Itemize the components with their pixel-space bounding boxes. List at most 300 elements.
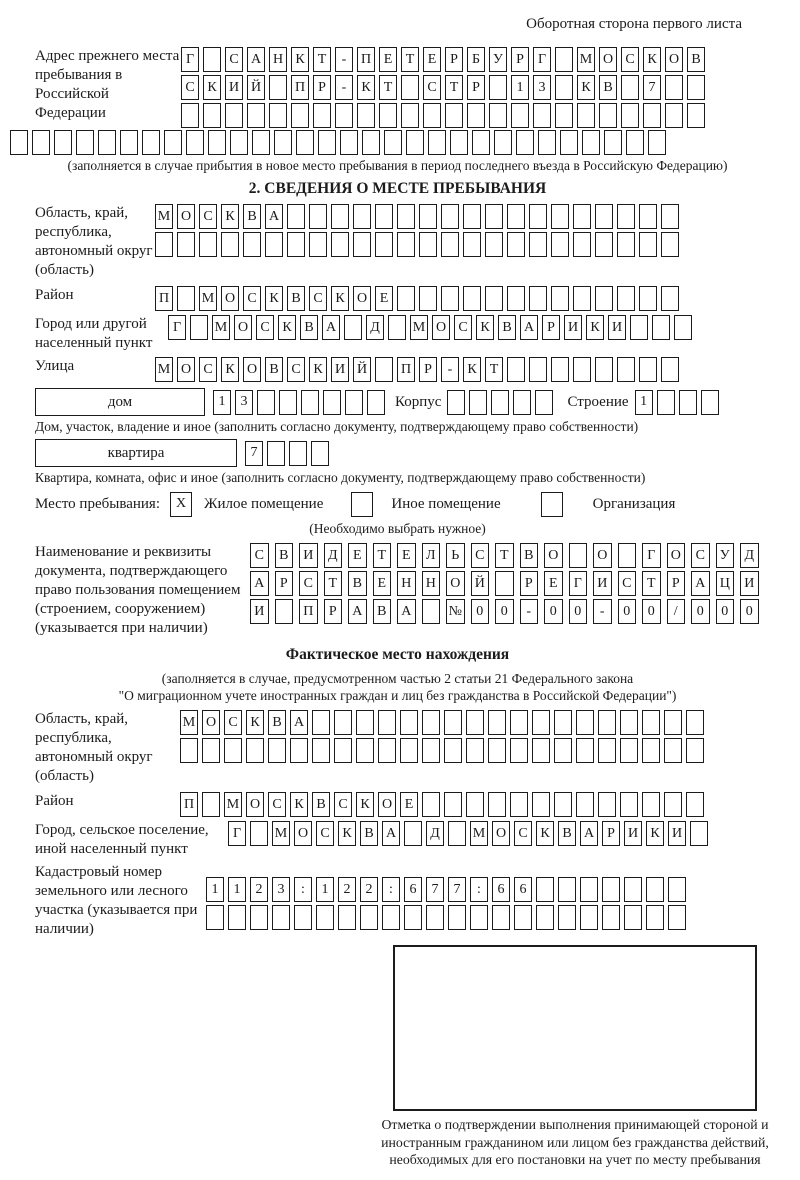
char-box[interactable] bbox=[422, 738, 440, 763]
char-box[interactable] bbox=[388, 315, 406, 340]
char-box[interactable]: : bbox=[470, 877, 488, 902]
char-box[interactable] bbox=[441, 232, 459, 257]
char-box[interactable]: 0 bbox=[642, 599, 661, 624]
char-box[interactable]: Т bbox=[485, 357, 503, 382]
char-box[interactable] bbox=[507, 286, 525, 311]
char-box[interactable] bbox=[422, 710, 440, 735]
char-box[interactable] bbox=[334, 710, 352, 735]
char-box[interactable]: 1 bbox=[228, 877, 246, 902]
char-box[interactable]: К bbox=[463, 357, 481, 382]
char-box[interactable] bbox=[164, 130, 182, 155]
char-box[interactable] bbox=[470, 905, 488, 930]
char-box[interactable]: В bbox=[360, 821, 378, 846]
char-box[interactable] bbox=[618, 543, 637, 568]
char-box[interactable] bbox=[661, 286, 679, 311]
char-box[interactable] bbox=[186, 130, 204, 155]
char-box[interactable]: 2 bbox=[250, 877, 268, 902]
char-box[interactable] bbox=[488, 738, 506, 763]
char-box[interactable]: : bbox=[294, 877, 312, 902]
char-box[interactable] bbox=[595, 357, 613, 382]
char-box[interactable] bbox=[406, 130, 424, 155]
char-box[interactable]: Р bbox=[313, 75, 331, 100]
char-box[interactable] bbox=[419, 232, 437, 257]
char-box[interactable] bbox=[620, 792, 638, 817]
char-box[interactable] bbox=[422, 792, 440, 817]
char-box[interactable] bbox=[384, 130, 402, 155]
char-box[interactable]: Т bbox=[379, 75, 397, 100]
char-box[interactable]: С bbox=[250, 543, 269, 568]
char-box[interactable]: Л bbox=[422, 543, 441, 568]
char-box[interactable] bbox=[646, 877, 664, 902]
char-box[interactable] bbox=[228, 905, 246, 930]
char-box[interactable] bbox=[272, 905, 290, 930]
char-box[interactable] bbox=[661, 232, 679, 257]
char-box[interactable] bbox=[639, 204, 657, 229]
char-box[interactable]: 0 bbox=[691, 599, 710, 624]
char-box[interactable] bbox=[98, 130, 116, 155]
char-box[interactable] bbox=[577, 103, 595, 128]
char-box[interactable]: - bbox=[335, 75, 353, 100]
char-box[interactable] bbox=[422, 599, 441, 624]
char-box[interactable] bbox=[472, 130, 490, 155]
char-box[interactable]: С bbox=[691, 543, 710, 568]
char-box[interactable] bbox=[177, 286, 195, 311]
char-box[interactable]: 7 bbox=[448, 877, 466, 902]
char-box[interactable]: Г bbox=[181, 47, 199, 72]
char-box[interactable] bbox=[225, 103, 243, 128]
char-box[interactable]: И bbox=[564, 315, 582, 340]
char-box[interactable] bbox=[221, 232, 239, 257]
char-box[interactable]: С bbox=[225, 47, 243, 72]
char-box[interactable] bbox=[318, 130, 336, 155]
char-box[interactable]: 0 bbox=[716, 599, 735, 624]
char-box[interactable]: С bbox=[334, 792, 352, 817]
char-box[interactable]: О bbox=[177, 357, 195, 382]
char-box[interactable] bbox=[203, 47, 221, 72]
char-box[interactable]: В bbox=[373, 599, 392, 624]
char-box[interactable]: 0 bbox=[740, 599, 759, 624]
char-box[interactable]: К bbox=[331, 286, 349, 311]
char-box[interactable]: С bbox=[316, 821, 334, 846]
char-box[interactable] bbox=[595, 204, 613, 229]
char-box[interactable] bbox=[599, 103, 617, 128]
char-box[interactable]: К bbox=[221, 357, 239, 382]
char-box[interactable]: Р bbox=[445, 47, 463, 72]
char-box[interactable] bbox=[444, 792, 462, 817]
char-box[interactable]: - bbox=[593, 599, 612, 624]
char-box[interactable]: Т bbox=[313, 47, 331, 72]
char-box[interactable]: В bbox=[300, 315, 318, 340]
char-box[interactable] bbox=[489, 103, 507, 128]
char-box[interactable] bbox=[287, 204, 305, 229]
char-box[interactable] bbox=[428, 130, 446, 155]
char-box[interactable]: В bbox=[312, 792, 330, 817]
char-box[interactable]: Г bbox=[533, 47, 551, 72]
char-box[interactable] bbox=[595, 286, 613, 311]
char-box[interactable] bbox=[340, 130, 358, 155]
char-box[interactable] bbox=[397, 286, 415, 311]
char-box[interactable]: М bbox=[212, 315, 230, 340]
char-box[interactable] bbox=[224, 738, 242, 763]
char-box[interactable]: 7 bbox=[426, 877, 444, 902]
char-box[interactable] bbox=[202, 738, 220, 763]
char-box[interactable]: У bbox=[716, 543, 735, 568]
checkbox-organization[interactable] bbox=[541, 492, 563, 517]
char-box[interactable]: В bbox=[243, 204, 261, 229]
char-box[interactable] bbox=[495, 571, 514, 596]
char-box[interactable]: М bbox=[199, 286, 217, 311]
char-box[interactable]: В bbox=[599, 75, 617, 100]
char-box[interactable]: С bbox=[199, 204, 217, 229]
char-box[interactable]: А bbox=[397, 599, 416, 624]
char-box[interactable]: О bbox=[243, 357, 261, 382]
char-box[interactable] bbox=[180, 738, 198, 763]
char-box[interactable] bbox=[529, 232, 547, 257]
char-box[interactable]: О bbox=[234, 315, 252, 340]
char-box[interactable] bbox=[467, 103, 485, 128]
char-box[interactable] bbox=[507, 357, 525, 382]
char-box[interactable] bbox=[289, 441, 307, 466]
char-box[interactable] bbox=[401, 103, 419, 128]
char-box[interactable]: Е bbox=[544, 571, 563, 596]
char-box[interactable]: Т bbox=[495, 543, 514, 568]
char-box[interactable]: Н bbox=[397, 571, 416, 596]
char-box[interactable] bbox=[331, 232, 349, 257]
char-box[interactable] bbox=[177, 232, 195, 257]
char-box[interactable] bbox=[291, 103, 309, 128]
char-box[interactable]: Т bbox=[324, 571, 343, 596]
char-box[interactable] bbox=[450, 130, 468, 155]
char-box[interactable]: К bbox=[246, 710, 264, 735]
char-box[interactable] bbox=[630, 315, 648, 340]
char-box[interactable] bbox=[379, 103, 397, 128]
char-box[interactable]: М bbox=[577, 47, 595, 72]
char-box[interactable]: 6 bbox=[492, 877, 510, 902]
char-box[interactable] bbox=[485, 232, 503, 257]
char-box[interactable]: Р bbox=[275, 571, 294, 596]
char-box[interactable]: С bbox=[423, 75, 441, 100]
char-box[interactable] bbox=[357, 103, 375, 128]
char-box[interactable] bbox=[620, 710, 638, 735]
char-box[interactable] bbox=[491, 390, 509, 415]
char-box[interactable]: Й bbox=[471, 571, 490, 596]
char-box[interactable]: И bbox=[299, 543, 318, 568]
char-box[interactable]: О bbox=[665, 47, 683, 72]
char-box[interactable] bbox=[507, 204, 525, 229]
char-box[interactable]: Д bbox=[366, 315, 384, 340]
char-box[interactable] bbox=[573, 232, 591, 257]
char-box[interactable] bbox=[639, 232, 657, 257]
char-box[interactable] bbox=[466, 792, 484, 817]
char-box[interactable]: Й bbox=[247, 75, 265, 100]
char-box[interactable] bbox=[639, 286, 657, 311]
char-box[interactable] bbox=[489, 75, 507, 100]
char-box[interactable]: 0 bbox=[495, 599, 514, 624]
char-box[interactable] bbox=[444, 738, 462, 763]
char-box[interactable]: М bbox=[180, 710, 198, 735]
char-box[interactable] bbox=[250, 821, 268, 846]
char-box[interactable] bbox=[445, 103, 463, 128]
char-box[interactable] bbox=[514, 905, 532, 930]
char-box[interactable] bbox=[208, 130, 226, 155]
char-box[interactable] bbox=[573, 286, 591, 311]
char-box[interactable] bbox=[529, 357, 547, 382]
char-box[interactable]: П bbox=[299, 599, 318, 624]
char-box[interactable]: Г bbox=[642, 543, 661, 568]
char-box[interactable] bbox=[598, 792, 616, 817]
char-box[interactable]: С bbox=[514, 821, 532, 846]
char-box[interactable] bbox=[554, 792, 572, 817]
char-box[interactable] bbox=[602, 905, 620, 930]
char-box[interactable]: 3 bbox=[235, 390, 253, 415]
char-box[interactable]: Е bbox=[373, 571, 392, 596]
char-box[interactable] bbox=[243, 232, 261, 257]
char-box[interactable]: К bbox=[586, 315, 604, 340]
char-box[interactable]: В bbox=[558, 821, 576, 846]
char-box[interactable] bbox=[535, 390, 553, 415]
char-box[interactable] bbox=[463, 286, 481, 311]
char-box[interactable] bbox=[573, 204, 591, 229]
char-box[interactable] bbox=[510, 792, 528, 817]
char-box[interactable]: К bbox=[290, 792, 308, 817]
char-box[interactable] bbox=[488, 792, 506, 817]
char-box[interactable] bbox=[397, 232, 415, 257]
char-box[interactable]: В bbox=[275, 543, 294, 568]
char-box[interactable] bbox=[642, 710, 660, 735]
char-box[interactable] bbox=[686, 710, 704, 735]
char-box[interactable] bbox=[511, 103, 529, 128]
char-box[interactable]: К bbox=[278, 315, 296, 340]
char-box[interactable]: О bbox=[246, 792, 264, 817]
char-box[interactable]: В bbox=[265, 357, 283, 382]
char-box[interactable]: С bbox=[224, 710, 242, 735]
char-box[interactable]: А bbox=[382, 821, 400, 846]
char-box[interactable]: № bbox=[446, 599, 465, 624]
char-box[interactable]: М bbox=[410, 315, 428, 340]
char-box[interactable]: 0 bbox=[618, 599, 637, 624]
checkbox-other-premises[interactable] bbox=[351, 492, 373, 517]
char-box[interactable]: И bbox=[331, 357, 349, 382]
char-box[interactable]: К bbox=[646, 821, 664, 846]
char-box[interactable] bbox=[624, 877, 642, 902]
char-box[interactable]: О bbox=[221, 286, 239, 311]
char-box[interactable]: В bbox=[348, 571, 367, 596]
char-box[interactable] bbox=[463, 204, 481, 229]
char-box[interactable]: П bbox=[180, 792, 198, 817]
char-box[interactable] bbox=[338, 905, 356, 930]
char-box[interactable] bbox=[533, 103, 551, 128]
char-box[interactable] bbox=[120, 130, 138, 155]
char-box[interactable] bbox=[466, 710, 484, 735]
char-box[interactable] bbox=[626, 130, 644, 155]
char-box[interactable] bbox=[345, 390, 363, 415]
char-box[interactable]: / bbox=[667, 599, 686, 624]
char-box[interactable]: 6 bbox=[404, 877, 422, 902]
char-box[interactable]: Е bbox=[348, 543, 367, 568]
char-box[interactable] bbox=[617, 232, 635, 257]
char-box[interactable] bbox=[400, 738, 418, 763]
char-box[interactable] bbox=[516, 130, 534, 155]
char-box[interactable]: 3 bbox=[272, 877, 290, 902]
char-box[interactable]: В bbox=[687, 47, 705, 72]
char-box[interactable]: Р bbox=[667, 571, 686, 596]
char-box[interactable] bbox=[257, 390, 275, 415]
char-box[interactable] bbox=[617, 286, 635, 311]
char-box[interactable]: 1 bbox=[635, 390, 653, 415]
char-box[interactable] bbox=[269, 75, 287, 100]
char-box[interactable] bbox=[206, 905, 224, 930]
char-box[interactable]: Ц bbox=[716, 571, 735, 596]
char-box[interactable]: 0 bbox=[544, 599, 563, 624]
char-box[interactable]: О bbox=[492, 821, 510, 846]
char-box[interactable] bbox=[532, 710, 550, 735]
char-box[interactable] bbox=[382, 905, 400, 930]
char-box[interactable] bbox=[246, 738, 264, 763]
char-box[interactable]: Р bbox=[419, 357, 437, 382]
char-box[interactable]: 7 bbox=[643, 75, 661, 100]
char-box[interactable] bbox=[312, 738, 330, 763]
char-box[interactable] bbox=[423, 103, 441, 128]
char-box[interactable] bbox=[642, 792, 660, 817]
char-box[interactable] bbox=[367, 390, 385, 415]
char-box[interactable] bbox=[576, 710, 594, 735]
char-box[interactable]: О bbox=[446, 571, 465, 596]
char-box[interactable]: И bbox=[225, 75, 243, 100]
char-box[interactable] bbox=[250, 905, 268, 930]
char-box[interactable]: А bbox=[691, 571, 710, 596]
char-box[interactable]: О bbox=[202, 710, 220, 735]
char-box[interactable] bbox=[674, 315, 692, 340]
char-box[interactable] bbox=[397, 204, 415, 229]
char-box[interactable]: К bbox=[338, 821, 356, 846]
char-box[interactable] bbox=[32, 130, 50, 155]
char-box[interactable]: К bbox=[291, 47, 309, 72]
char-box[interactable] bbox=[309, 232, 327, 257]
char-box[interactable] bbox=[532, 738, 550, 763]
char-box[interactable]: О bbox=[378, 792, 396, 817]
char-box[interactable]: К bbox=[203, 75, 221, 100]
char-box[interactable] bbox=[247, 103, 265, 128]
char-box[interactable] bbox=[652, 315, 670, 340]
char-box[interactable]: П bbox=[357, 47, 375, 72]
char-box[interactable]: К bbox=[356, 792, 374, 817]
char-box[interactable] bbox=[536, 877, 554, 902]
char-box[interactable]: : bbox=[382, 877, 400, 902]
char-box[interactable] bbox=[573, 357, 591, 382]
char-box[interactable]: Р bbox=[511, 47, 529, 72]
char-box[interactable]: 0 bbox=[569, 599, 588, 624]
char-box[interactable]: Г bbox=[569, 571, 588, 596]
char-box[interactable]: Р bbox=[467, 75, 485, 100]
char-box[interactable] bbox=[294, 905, 312, 930]
char-box[interactable] bbox=[554, 710, 572, 735]
char-box[interactable] bbox=[309, 204, 327, 229]
char-box[interactable]: С bbox=[309, 286, 327, 311]
char-box[interactable] bbox=[668, 905, 686, 930]
char-box[interactable] bbox=[687, 103, 705, 128]
char-box[interactable]: К bbox=[577, 75, 595, 100]
char-box[interactable] bbox=[252, 130, 270, 155]
char-box[interactable]: Е bbox=[397, 543, 416, 568]
char-box[interactable] bbox=[664, 710, 682, 735]
char-box[interactable]: А bbox=[265, 204, 283, 229]
char-box[interactable] bbox=[665, 103, 683, 128]
char-box[interactable]: Н bbox=[269, 47, 287, 72]
char-box[interactable] bbox=[76, 130, 94, 155]
char-box[interactable] bbox=[648, 130, 666, 155]
char-box[interactable]: С bbox=[454, 315, 472, 340]
char-box[interactable] bbox=[426, 905, 444, 930]
char-box[interactable] bbox=[441, 204, 459, 229]
char-box[interactable] bbox=[536, 905, 554, 930]
char-box[interactable]: А bbox=[290, 710, 308, 735]
char-box[interactable]: 1 bbox=[213, 390, 231, 415]
char-box[interactable] bbox=[646, 905, 664, 930]
char-box[interactable]: Ь bbox=[446, 543, 465, 568]
char-box[interactable]: В bbox=[287, 286, 305, 311]
char-box[interactable]: Р bbox=[602, 821, 620, 846]
char-box[interactable]: Д bbox=[324, 543, 343, 568]
char-box[interactable]: К bbox=[476, 315, 494, 340]
char-box[interactable] bbox=[353, 232, 371, 257]
char-box[interactable]: Д bbox=[426, 821, 444, 846]
char-box[interactable] bbox=[661, 357, 679, 382]
char-box[interactable] bbox=[485, 204, 503, 229]
char-box[interactable] bbox=[323, 390, 341, 415]
char-box[interactable]: Г bbox=[228, 821, 246, 846]
char-box[interactable] bbox=[690, 821, 708, 846]
char-box[interactable] bbox=[569, 543, 588, 568]
char-box[interactable]: А bbox=[322, 315, 340, 340]
char-box[interactable]: К bbox=[309, 357, 327, 382]
char-box[interactable] bbox=[353, 204, 371, 229]
char-box[interactable] bbox=[507, 232, 525, 257]
char-box[interactable]: М bbox=[155, 357, 173, 382]
char-box[interactable]: С bbox=[287, 357, 305, 382]
char-box[interactable] bbox=[142, 130, 160, 155]
char-box[interactable]: И bbox=[740, 571, 759, 596]
char-box[interactable]: И bbox=[608, 315, 626, 340]
char-box[interactable]: С bbox=[243, 286, 261, 311]
char-box[interactable] bbox=[488, 710, 506, 735]
char-box[interactable] bbox=[296, 130, 314, 155]
char-box[interactable] bbox=[664, 738, 682, 763]
char-box[interactable]: М bbox=[155, 204, 173, 229]
char-box[interactable] bbox=[555, 103, 573, 128]
char-box[interactable] bbox=[679, 390, 697, 415]
char-box[interactable] bbox=[463, 232, 481, 257]
char-box[interactable]: С bbox=[268, 792, 286, 817]
char-box[interactable] bbox=[267, 441, 285, 466]
char-box[interactable] bbox=[617, 357, 635, 382]
char-box[interactable]: Й bbox=[353, 357, 371, 382]
char-box[interactable]: О bbox=[353, 286, 371, 311]
char-box[interactable]: Е bbox=[379, 47, 397, 72]
char-box[interactable] bbox=[617, 204, 635, 229]
char-box[interactable]: М bbox=[470, 821, 488, 846]
char-box[interactable]: С bbox=[256, 315, 274, 340]
char-box[interactable]: А bbox=[250, 571, 269, 596]
char-box[interactable] bbox=[620, 738, 638, 763]
char-box[interactable]: А bbox=[580, 821, 598, 846]
char-box[interactable] bbox=[466, 738, 484, 763]
char-box[interactable] bbox=[469, 390, 487, 415]
char-box[interactable]: В bbox=[498, 315, 516, 340]
char-box[interactable]: И bbox=[593, 571, 612, 596]
char-box[interactable] bbox=[265, 232, 283, 257]
char-box[interactable]: С bbox=[621, 47, 639, 72]
char-box[interactable] bbox=[447, 390, 465, 415]
